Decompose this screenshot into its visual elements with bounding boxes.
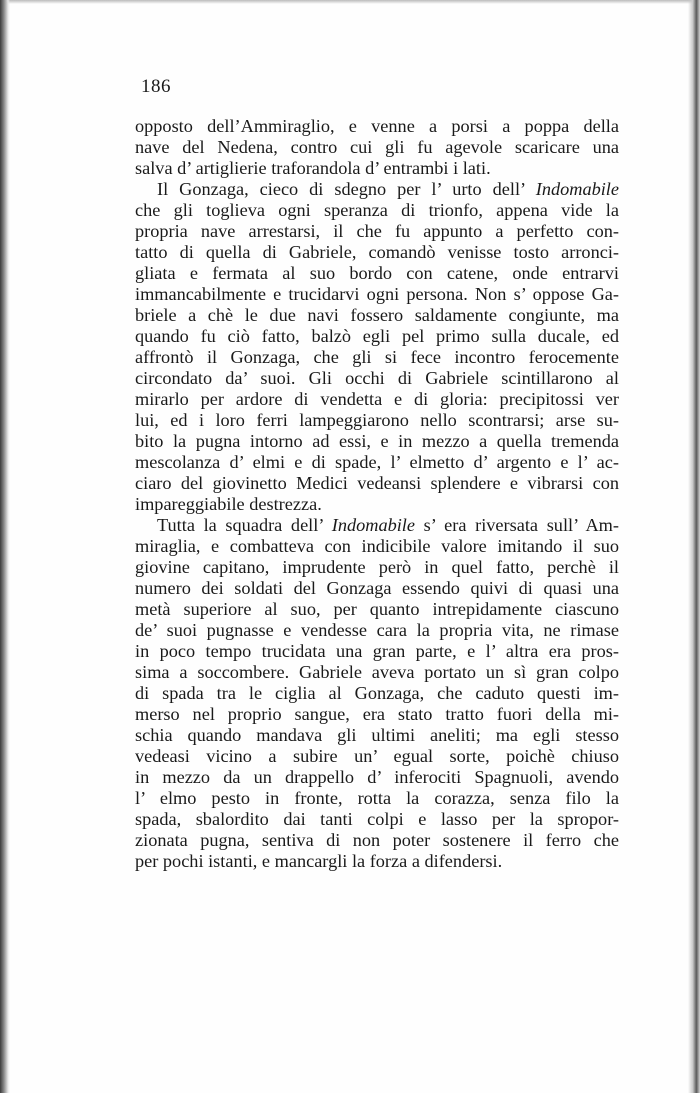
text-segment: in mezzo da un drappello d’ inferociti Spagnuoli, avendo bbox=[135, 767, 619, 787]
text-line bbox=[135, 788, 619, 809]
page-number: 186 bbox=[141, 76, 171, 97]
text-line bbox=[135, 578, 619, 599]
text-segment: propria nave arrestarsi, il che fu appunto a perfetto con- bbox=[135, 221, 619, 241]
text-segment: impareggiabile destrezza. bbox=[135, 494, 322, 514]
text-segment: schia quando mandava gli ultimi aneliti; ma egli stesso bbox=[135, 725, 619, 745]
text-line bbox=[135, 725, 619, 746]
text-segment: lui, ed i loro ferri lampeggiarono nello scontrarsi; arse su- bbox=[135, 410, 619, 430]
text-segment: per pochi istanti, e mancargli la forza a difendersi. bbox=[135, 851, 503, 871]
text-line bbox=[135, 851, 619, 872]
text-segment: briele a chè le due navi fossero saldamente congiunte, ma bbox=[135, 305, 619, 325]
text-segment: in poco tempo trucidata una gran parte, e l’ altra era pros- bbox=[135, 641, 619, 661]
text-line bbox=[135, 242, 619, 263]
text-line bbox=[135, 473, 619, 494]
text-segment: Tutta la squadra dell’ bbox=[157, 515, 332, 535]
text-line bbox=[135, 137, 619, 158]
text-line bbox=[135, 704, 619, 725]
text-line bbox=[135, 158, 619, 179]
text-segment: zionata pugna, sentiva di non poter sostenere il ferro che bbox=[135, 830, 619, 850]
text-line bbox=[135, 620, 619, 641]
text-line bbox=[135, 410, 619, 431]
text-segment: nave del Nedena, contro cui gli fu agevole scaricare una bbox=[135, 137, 619, 157]
text-line bbox=[135, 557, 619, 578]
text-line bbox=[135, 536, 619, 557]
italic-text: Indomabile bbox=[331, 515, 415, 535]
page-right-edge bbox=[688, 0, 700, 1093]
text-segment: salva d’ artiglierie traforandola d’ entrambi i lati. bbox=[135, 158, 491, 178]
text-segment: che gli toglieva ogni speranza di trionfo, appena vide la bbox=[135, 200, 619, 220]
text-line bbox=[135, 326, 619, 347]
text-segment: metà superiore al suo, per quanto intrepidamente ciascuno bbox=[135, 599, 619, 619]
text-segment: spada, sbalordito dai tanti colpi e lasso per la spropor- bbox=[135, 809, 619, 829]
text-line bbox=[135, 746, 619, 767]
text-segment: tatto di quella di Gabriele, comandò venisse tosto arronci- bbox=[135, 242, 619, 262]
text-segment: gliata e fermata al suo bordo con catene, onde entrarvi bbox=[135, 263, 619, 283]
text-line bbox=[135, 641, 619, 662]
text-segment: di spada tra le ciglia al Gonzaga, che caduto questi im- bbox=[135, 683, 619, 703]
text-line bbox=[135, 452, 619, 473]
text-segment: merso nel proprio sangue, era stato tratto fuori della mi- bbox=[135, 704, 619, 724]
text-line bbox=[135, 662, 619, 683]
text-segment: mirarlo per ardore di vendetta e di gloria: precipitossi ver bbox=[135, 389, 619, 409]
text-segment: bito la pugna intorno ad essi, e in mezzo a quella tremenda bbox=[135, 431, 619, 451]
text-segment: sima a soccombere. Gabriele aveva portato un sì gran colpo bbox=[135, 662, 619, 682]
text-line bbox=[135, 284, 619, 305]
text-line bbox=[135, 347, 619, 368]
binding-shadow bbox=[0, 0, 10, 1093]
text-line bbox=[135, 263, 619, 284]
text-segment: s’ era riversata sull’ Am- bbox=[415, 515, 619, 535]
text-segment: immancabilmente e trucidarvi ogni persona. Non s’ oppose Ga- bbox=[135, 284, 619, 304]
text-segment: de’ suoi pugnasse e vendesse cara la propria vita, ne rimase bbox=[135, 620, 619, 640]
text-segment: ciaro del giovinetto Medici vedeansi splendere e vibrarsi con bbox=[135, 473, 619, 493]
text-line bbox=[135, 305, 619, 326]
text-segment: l’ elmo pesto in fronte, rotta la corazza, senza filo la bbox=[135, 788, 619, 808]
page-top-edge bbox=[0, 0, 700, 4]
text-segment: miraglia, e combatteva con indicibile valore imitando il suo bbox=[135, 536, 619, 556]
italic-text: Indomabile bbox=[535, 179, 619, 199]
text-line bbox=[135, 494, 619, 515]
text-line bbox=[135, 599, 619, 620]
text-line bbox=[135, 515, 619, 536]
text-segment: affrontò il Gonzaga, che gli si fece incontro ferocemente bbox=[135, 347, 619, 367]
text-segment: quando fu ciò fatto, balzò egli pel primo sulla ducale, ed bbox=[135, 326, 619, 346]
text-line bbox=[135, 767, 619, 788]
text-line bbox=[135, 200, 619, 221]
text-line bbox=[135, 179, 619, 200]
text-line bbox=[135, 116, 619, 137]
text-segment: giovine capitano, imprudente però in quel fatto, perchè il bbox=[135, 557, 619, 577]
body-text bbox=[135, 116, 619, 872]
text-segment: vedeasi vicino a subire un’ egual sorte, poichè chiuso bbox=[135, 746, 619, 766]
text-segment: Il Gonzaga, cieco di sdegno per l’ urto dell’ bbox=[157, 179, 536, 199]
text-line bbox=[135, 683, 619, 704]
text-line bbox=[135, 809, 619, 830]
text-line bbox=[135, 389, 619, 410]
text-segment: circondato da’ suoi. Gli occhi di Gabriele scintillarono al bbox=[135, 368, 619, 388]
text-line bbox=[135, 368, 619, 389]
text-line bbox=[135, 830, 619, 851]
text-segment: numero dei soldati del Gonzaga essendo quivi di quasi una bbox=[135, 578, 619, 598]
text-line bbox=[135, 221, 619, 242]
text-segment: opposto dell’Ammiraglio, e venne a porsi a poppa della bbox=[135, 116, 619, 136]
text-segment: mescolanza d’ elmi e di spade, l’ elmetto d’ argento e l’ ac- bbox=[135, 452, 619, 472]
text-line bbox=[135, 431, 619, 452]
